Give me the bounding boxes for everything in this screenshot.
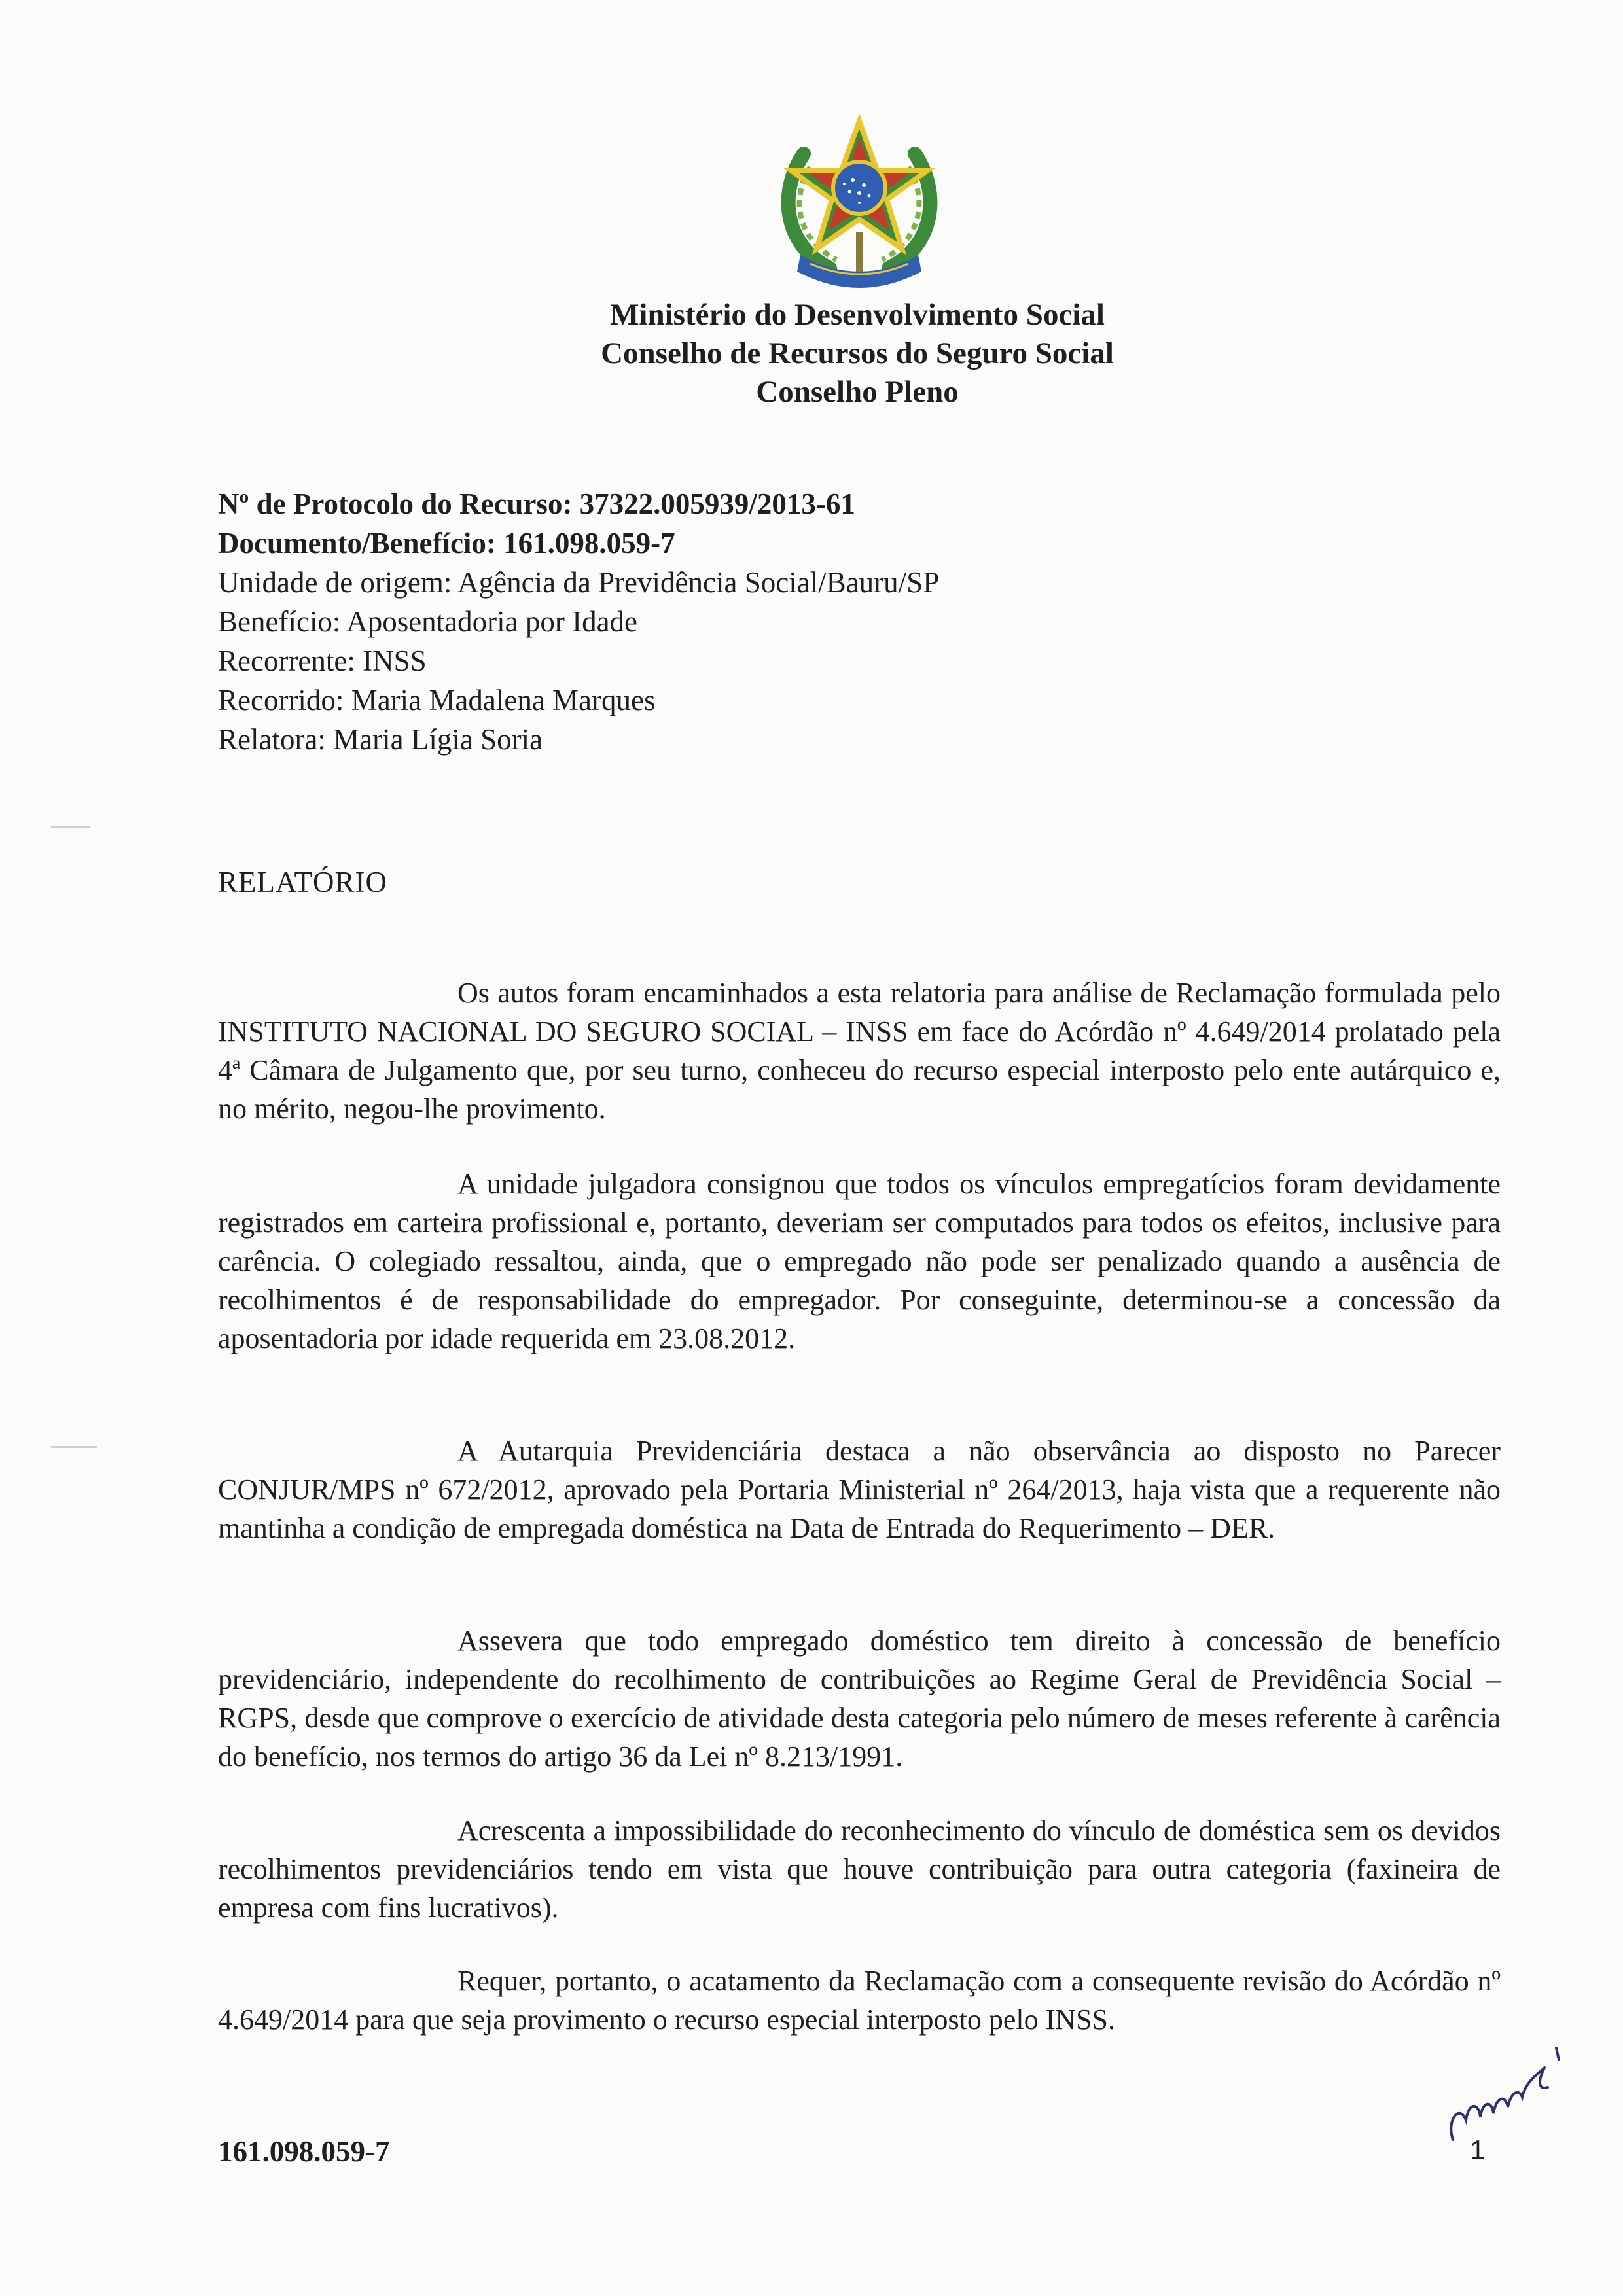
- appellee: Recorrido: Maria Madalena Marques: [218, 684, 656, 716]
- footer-benefit-code: 161.098.059-7: [218, 2135, 390, 2168]
- paragraph-6: [218, 1962, 1501, 2039]
- report-heading: RELATÓRIO: [218, 866, 387, 898]
- letterhead: [0, 296, 1623, 412]
- scan-mark: [51, 826, 90, 828]
- ministry-name: Ministério do Desenvolvimento Social: [610, 298, 1105, 332]
- paragraph-text: Acrescenta a impossibilidade do reconhecimento do vínculo de doméstica sem os devidos recolhimentos previdenciários tendo em vista que houve contribuição para outra categoria (faxineira de empresa com fins lucrativos).: [218, 1814, 1501, 1924]
- paragraph-4: [218, 1621, 1501, 1776]
- paragraph-text: A Autarquia Previdenciária destaca a não observância ao disposto no Parecer CONJUR/MPS nº 672/2012, aprovado pela Portaria Ministerial nº 264/2013, haja vista que a requerente não mantinha a condição de empregada doméstica na Data de Entrada do Requerimento – DER.: [218, 1435, 1501, 1544]
- protocol-number: Nº de Protocolo do Recurso: 37322.005939/2013-61: [218, 487, 855, 520]
- council-name: Conselho de Recursos do Seguro Social: [601, 336, 1114, 370]
- paragraph-2: [218, 1165, 1501, 1358]
- council-section: Conselho Pleno: [756, 375, 959, 409]
- handwritten-initials: [1440, 2041, 1571, 2146]
- paragraph-text: A unidade julgadora consignou que todos os vínculos empregatícios foram devidamente registrados em carteira profissional e, portanto, deveriam ser computados para todos os efeitos, inclusive para carência. O colegiado ressaltou, ainda, que o empregado não pode ser penalizado quando a ausência de recolhimentos é de responsabilidade do empregador. Por conseguinte, determinou-se a concessão da aposentadoria por idade requerida em 23.08.2012.: [218, 1168, 1501, 1354]
- scan-mark: [51, 1446, 97, 1448]
- paragraph-text: Requer, portanto, o acatamento da Reclamação com a consequente revisão do Acórdão nº 4.649/2014 para que seja provimento o recurso especial interposto pelo INSS.: [218, 1965, 1501, 2036]
- paragraph-text: Os autos foram encaminhados a esta relatoria para análise de Reclamação formulada pelo INSTITUTO NACIONAL DO SEGURO SOCIAL – INSS em face do Acórdão nº 4.649/2014 prolatado pela 4ª Câmara de Julgamento que, por seu turno, conheceu do recurso especial interposto pelo ente autárquico e, no mérito, negou-lhe provimento.: [218, 977, 1501, 1125]
- page-number: 1: [1470, 2134, 1486, 2165]
- rapporteur: Relatora: Maria Lígia Soria: [218, 723, 543, 756]
- benefit-type: Benefício: Aposentadoria por Idade: [218, 605, 638, 638]
- case-metadata: [218, 484, 939, 759]
- coat-of-arms-icon: [764, 108, 954, 298]
- paragraph-text: Assevera que todo empregado doméstico tem direito à concessão de benefício previdenciário, independente do recolhimento de contribuições ao Regime Geral de Previdência Social – RGPS, desde que comprove o exercício de atividade desta categoria pelo número de meses referente à carência do benefício, nos termos do artigo 36 da Lei nº 8.213/1991.: [218, 1625, 1501, 1773]
- paragraph-1: [218, 974, 1501, 1128]
- paragraph-3: [218, 1432, 1501, 1547]
- appellant: Recorrente: INSS: [218, 645, 427, 677]
- document-benefit: Documento/Benefício: 161.098.059-7: [218, 527, 675, 559]
- origin-unit: Unidade de origem: Agência da Previdência Social/Bauru/SP: [218, 566, 940, 599]
- paragraph-5: [218, 1811, 1501, 1927]
